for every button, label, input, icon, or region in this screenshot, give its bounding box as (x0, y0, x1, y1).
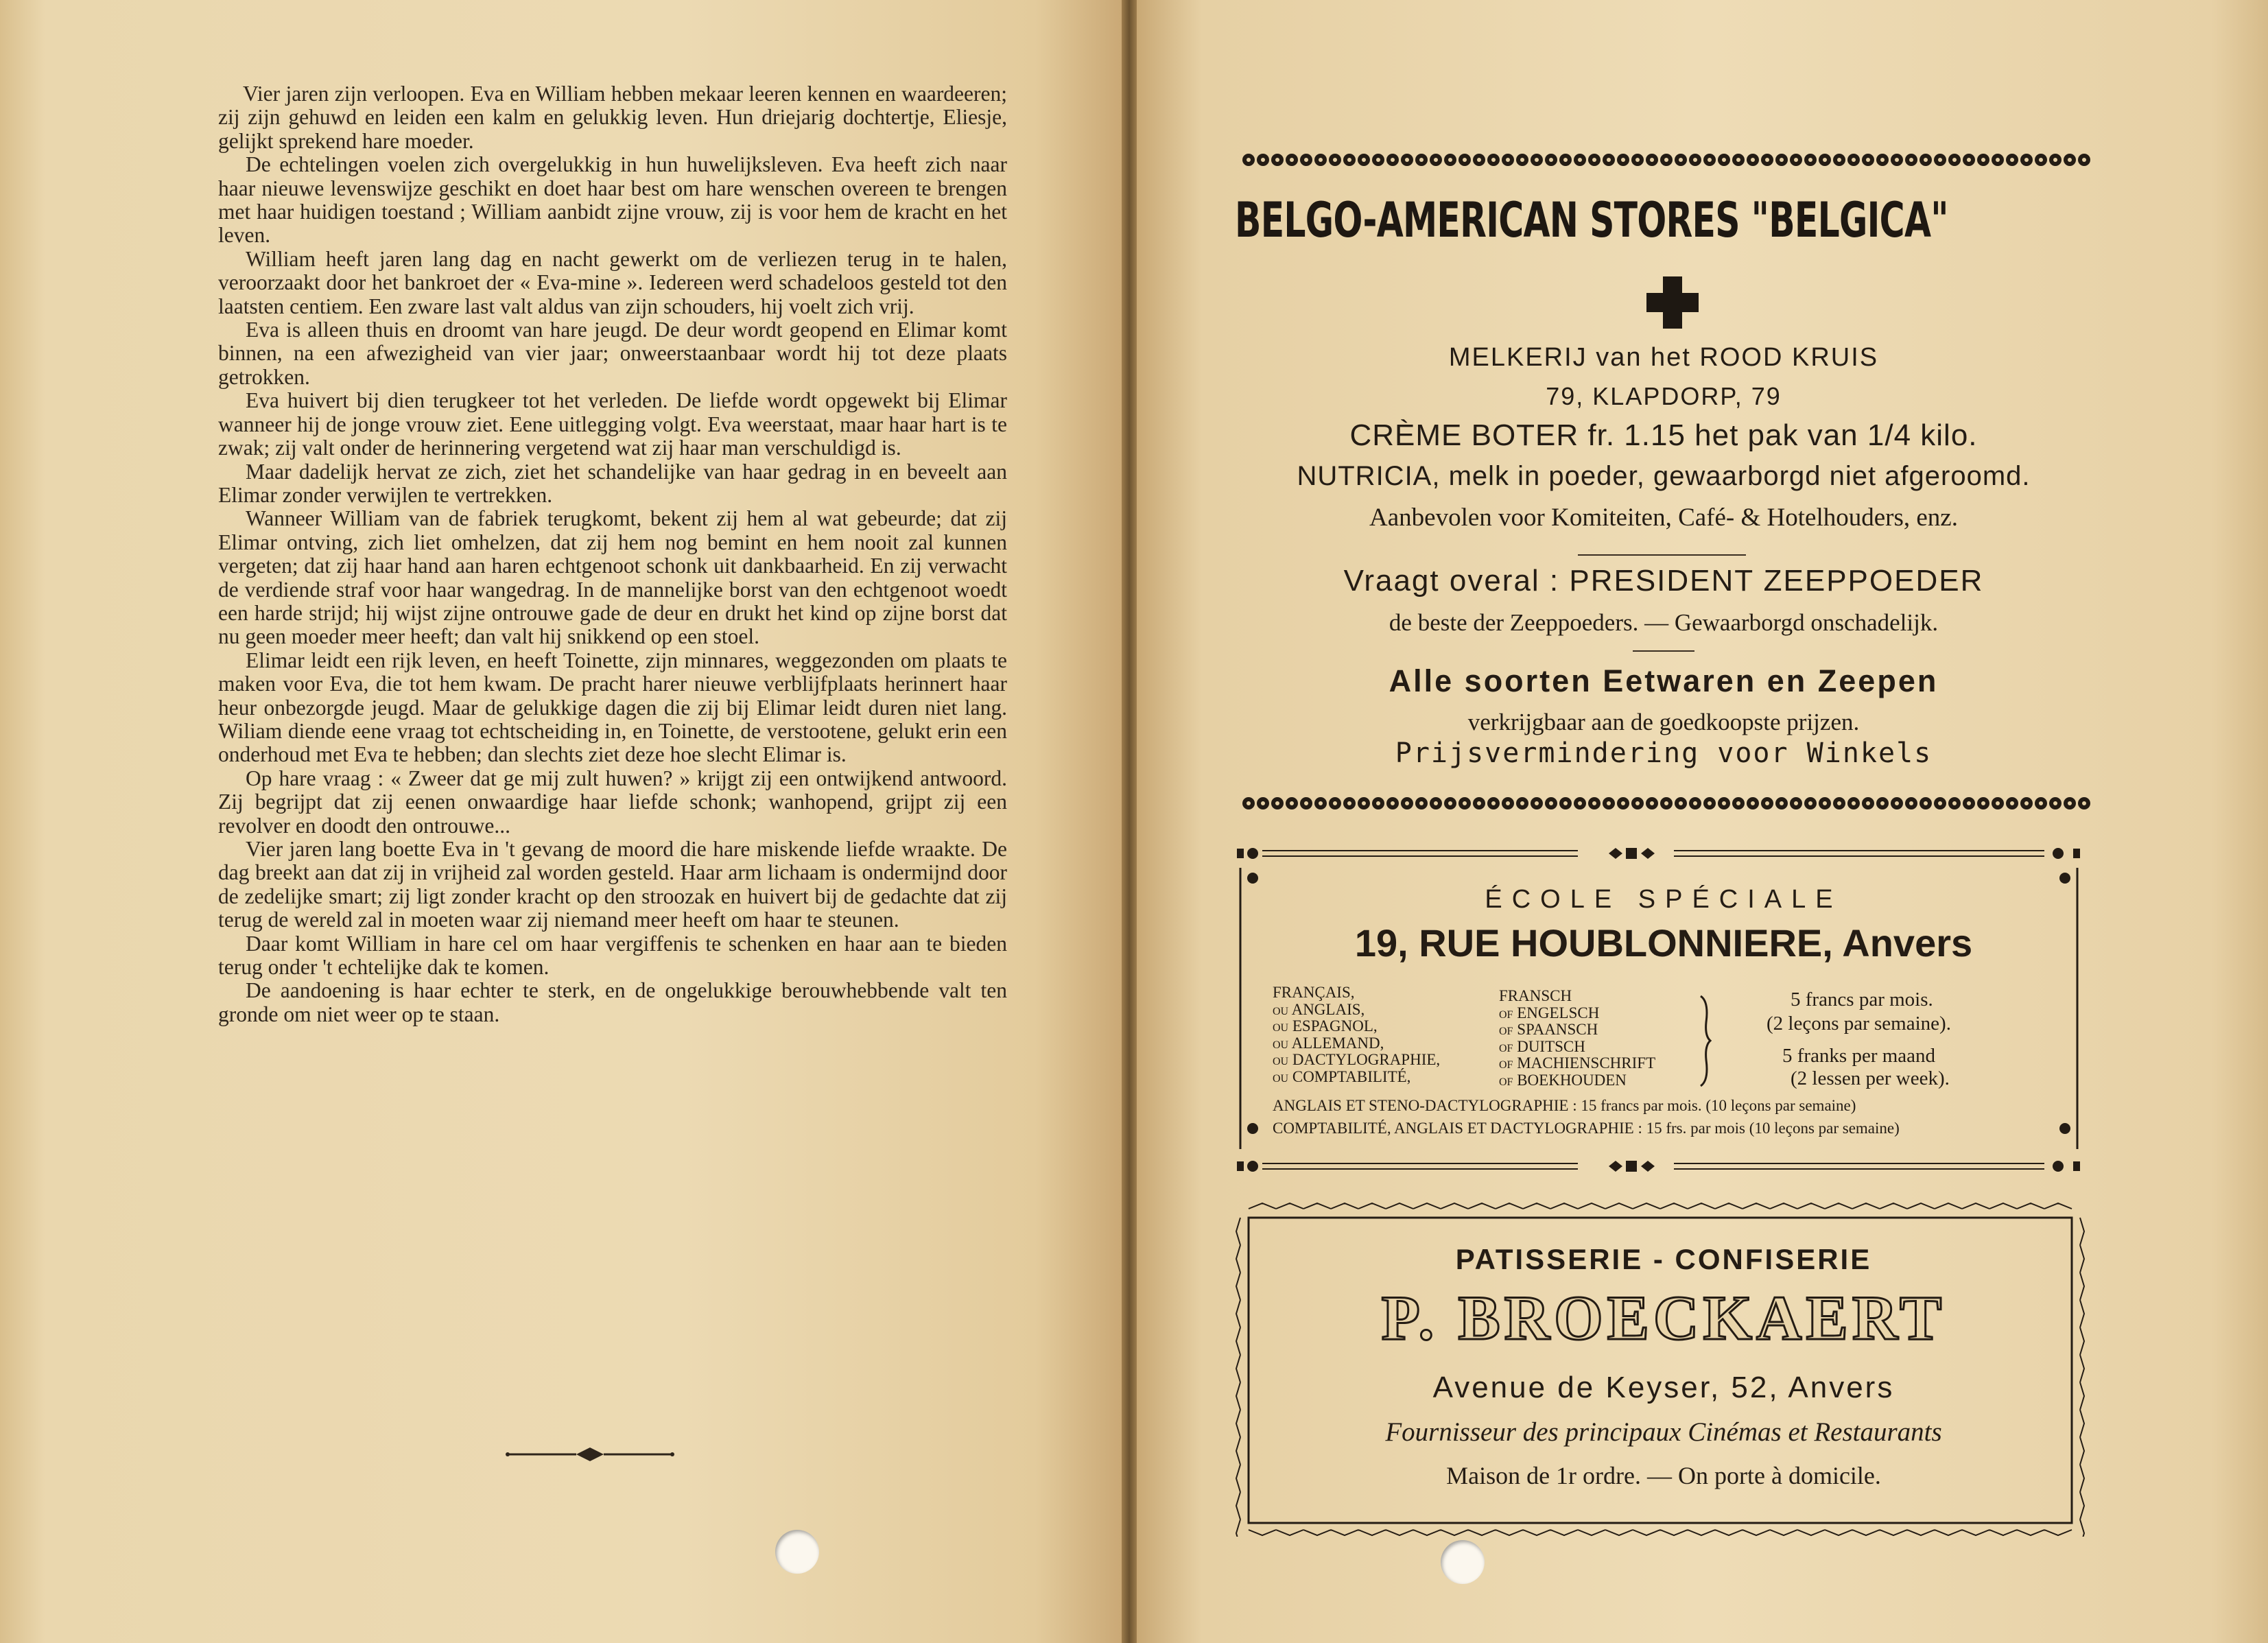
divider-line (1578, 554, 1746, 556)
ecole-french-list (1273, 984, 1441, 1085)
ecole-language-item: ou ANGLAIS, (1273, 1000, 1365, 1018)
ecole-brace (1698, 995, 1712, 1087)
prijsvermindering-line: Prijsvermindering voor Winkels (1395, 737, 1933, 769)
story-paragraph: Eva huivert bij dien terugkeer tot het verleden. De liefde wordt opgewekt bij Elimar wanneer hij de jonge vrouw ziet. Eene uitlegging volgt. Eva weerstaat, maar haar hart is te zwak; zij valt onder de herinnering vergetend wat zij haar man verschuldigd is. (218, 388, 1007, 460)
maison-line: Maison de 1r ordre. — On porte à domicile. (1446, 1462, 1881, 1489)
end-ornament (501, 1446, 679, 1463)
creme-boter-line: CRÈME BOTER fr. 1.15 het pak van 1/4 kilo. (1349, 418, 1978, 452)
ecole-lessons-nl: (2 lessen per week). (1791, 1067, 1950, 1089)
red-cross-icon (1643, 273, 1702, 332)
ecole-language-item: ou ESPAGNOL, (1273, 1017, 1378, 1035)
story-text (218, 82, 1007, 1026)
ecole-price-nl: 5 franks per maand (1782, 1045, 1936, 1067)
ecole-language-item: of BOEKHOUDEN (1499, 1071, 1627, 1089)
book-gutter (1122, 0, 1137, 1643)
story-paragraph: Maar dadelijk hervat ze zich, ziet het schandelijke van haar gedrag in en beveelt aan Elimar zonder verwijlen te vertrekken. (218, 459, 1007, 507)
punch-hole (775, 1530, 819, 1574)
fournisseur-line: Fournisseur des principaux Cinémas et Restaurants (1385, 1417, 1942, 1447)
ecole-lessons-fr: (2 leçons par semaine). (1767, 1013, 1951, 1035)
story-paragraph: William heeft jaren lang dag en nacht gewerkt om de verliezen terug in te halen, veroorzaakt door het bankroet der « Eva-mine ». Iedereen werd schadeloos gesteld tot den laatsten centiem. Een zware last valt aldus van zijn schouders, hij voelt zich vrij. (218, 246, 1007, 318)
story-paragraph: De aandoening is haar echter te sterk, en de ongelukkige berouwhebbende valt ten gronde om niet weer op te staan. (218, 978, 1007, 1026)
ecole-language-item: FRANÇAIS, (1273, 984, 1355, 1001)
patisserie-heading: PATISSERIE - CONFISERIE (1455, 1243, 1872, 1275)
story-paragraph: Elimar leidt een rijk leven, en heeft Toinette, zijn minnares, weggezonden om plaats te maken voor Eva, die tot hem kwam. De pracht harer nieuwe verblijfplaats herinnert haar heur onbezorgde jeugd. Maar de gelukkige dagen die zij bij Elimar leidt duren niet lang. Wiliam diende eene vraag tot echtscheiding in, en Toinette, de verstootene, gelukt erin een onderhoud met Eva te hebben; dan slechts ziet deze hoe slecht Elimar is. (218, 648, 1007, 767)
story-paragraph: Wanneer William van de fabriek terugkomt, bekent zij hem al wat gebeurde; dat zij Elimar ontving, zich liet omhelzen, dat zij hem nog bemint en hem nooit zal kunnen vergeten; dat zij haar hand aan haren echtgenoot schonk uit dankbaarheid. En zij verwacht de verdiende straf voor haar wangedrag. In de mannelijke borst van den echtgenoot woedt een harde strijd; hij wijst zijne ontrouwe gade de deur en drukt het kind op zijne borst dat nu geen moeder meer heeft; dan valt hij snikkend op een stoel. (218, 506, 1007, 649)
ecole-steno-line: ANGLAIS ET STENO-DACTYLOGRAPHIE : 15 francs par mois. (10 leçons par semaine) (1273, 1097, 1856, 1114)
story-paragraph: Daar komt William in hare cel om haar vergiffenis te schenken en haar aan te bieden terug onder 't echtelijke dak te komen. (218, 931, 1007, 980)
punch-hole (1441, 1540, 1485, 1584)
ecole-language-item: of ENGELSCH (1499, 1004, 1600, 1021)
patisserie-address: Avenue de Keyser, 52, Anvers (1432, 1371, 1895, 1404)
ecole-address: 19, RUE HOUBLONNIERE, Anvers (1354, 921, 1973, 965)
story-paragraph: De echtelingen voelen zich overgelukkig in hun huwelijksleven. Eva heeft zich naar haar nieuwe levenswijze geschikt en doet haar best om hare wenschen overeen te brengen met haar huidigen toestand ; William aanbidt zijne vrouw, zij is voor hem de kracht en het leven. (218, 152, 1007, 248)
beste-zeeppoeders-line: de beste der Zeeppoeders. — Gewaarborgd onschadelijk. (1389, 609, 1939, 636)
ecole-language-item: of SPAANSCH (1499, 1021, 1598, 1038)
nutricia-line: NUTRICIA, melk in poeder, gewaarborgd niet afgeroomd. (1297, 461, 2031, 491)
story-paragraph: Vier jaren lang boette Eva in 't gevang de moord die hare miskende liefde wraakte. De dag breekt aan dat zij in vrijheid zal worden gesteld. Haar arm lichaam is ondermijnd door de zedelijke smart; zij ligt zonder kracht op den stroozak en huivert bij de gedachte dat zij terug de wereld zal in moeten waar zij niemand meer heeft om haar te steunen. (218, 837, 1007, 932)
ecole-language-item: ou COMPTABILITÉ, (1273, 1067, 1411, 1085)
bead-border-bottom (1242, 796, 2092, 811)
story-paragraph: Op hare vraag : « Zweer dat ge mij zult huwen? » krijgt zij een ontwijkend antwoord. Zij begrijpt dat zij eenen onwaardige haar liefde schonk; wanhopend, grijpt zij een revolver en doodt den ontrouwe... (218, 766, 1007, 838)
belgica-address: 79, KLAPDORP, 79 (1546, 382, 1782, 410)
ecole-title: ÉCOLE SPÉCIALE (1485, 885, 1843, 914)
ecole-language-item: ou DACTYLOGRAPHIE, (1273, 1051, 1441, 1068)
story-paragraph: Vier jaren zijn verloopen. Eva en William hebben mekaar leeren kennen en waardeeren; zij zijn gehuwd en leiden een kalm en gelukkig leven. Hun driejarig dochtertje, Eliesje, gelijkt sprekend hare moeder. (218, 82, 1007, 153)
vraagt-overal-line: Vraagt overal : PRESIDENT ZEEPPOEDER (1343, 564, 1984, 598)
broeckaert-name: P. BROECKAERT (1381, 1283, 1946, 1353)
ecole-language-item: FRANSCH (1499, 987, 1572, 1004)
divider-line (1633, 650, 1694, 652)
ecole-language-item: ou ALLEMAND, (1273, 1034, 1384, 1052)
verkrijgbaar-line: verkrijgbaar aan de goedkoopste prijzen. (1467, 709, 1860, 735)
ecole-compta-line: COMPTABILITÉ, ANGLAIS ET DACTYLOGRAPHIE : 15 frs. par mois (10 leçons par semaine) (1273, 1120, 1900, 1137)
belgica-title: BELGO-AMERICAN STORES "BELGICA" (1235, 192, 1948, 248)
eetwaren-line: Alle soorten Eetwaren en Zeepen (1389, 663, 1939, 698)
ecole-language-item: of MACHIENSCHRIFT (1499, 1054, 1656, 1072)
aanbevolen-line: Aanbevolen voor Komiteiten, Café- & Hotelhouders, enz. (1369, 504, 1958, 532)
story-paragraph: Eva is alleen thuis en droomt van hare jeugd. De deur wordt geopend en Elimar komt binnen, na een afwezigheid van vier jaar; onweerstaanbaar wordt hij tot deze plaats getrokken. (218, 318, 1007, 389)
ecole-price-fr: 5 francs par mois. (1791, 989, 1933, 1010)
melkerij-line: MELKERIJ van het ROOD KRUIS (1448, 343, 1879, 372)
ecole-dutch-list (1499, 988, 1698, 1089)
bead-border-top (1242, 152, 2092, 167)
ecole-language-item: of DUITSCH (1499, 1037, 1585, 1055)
